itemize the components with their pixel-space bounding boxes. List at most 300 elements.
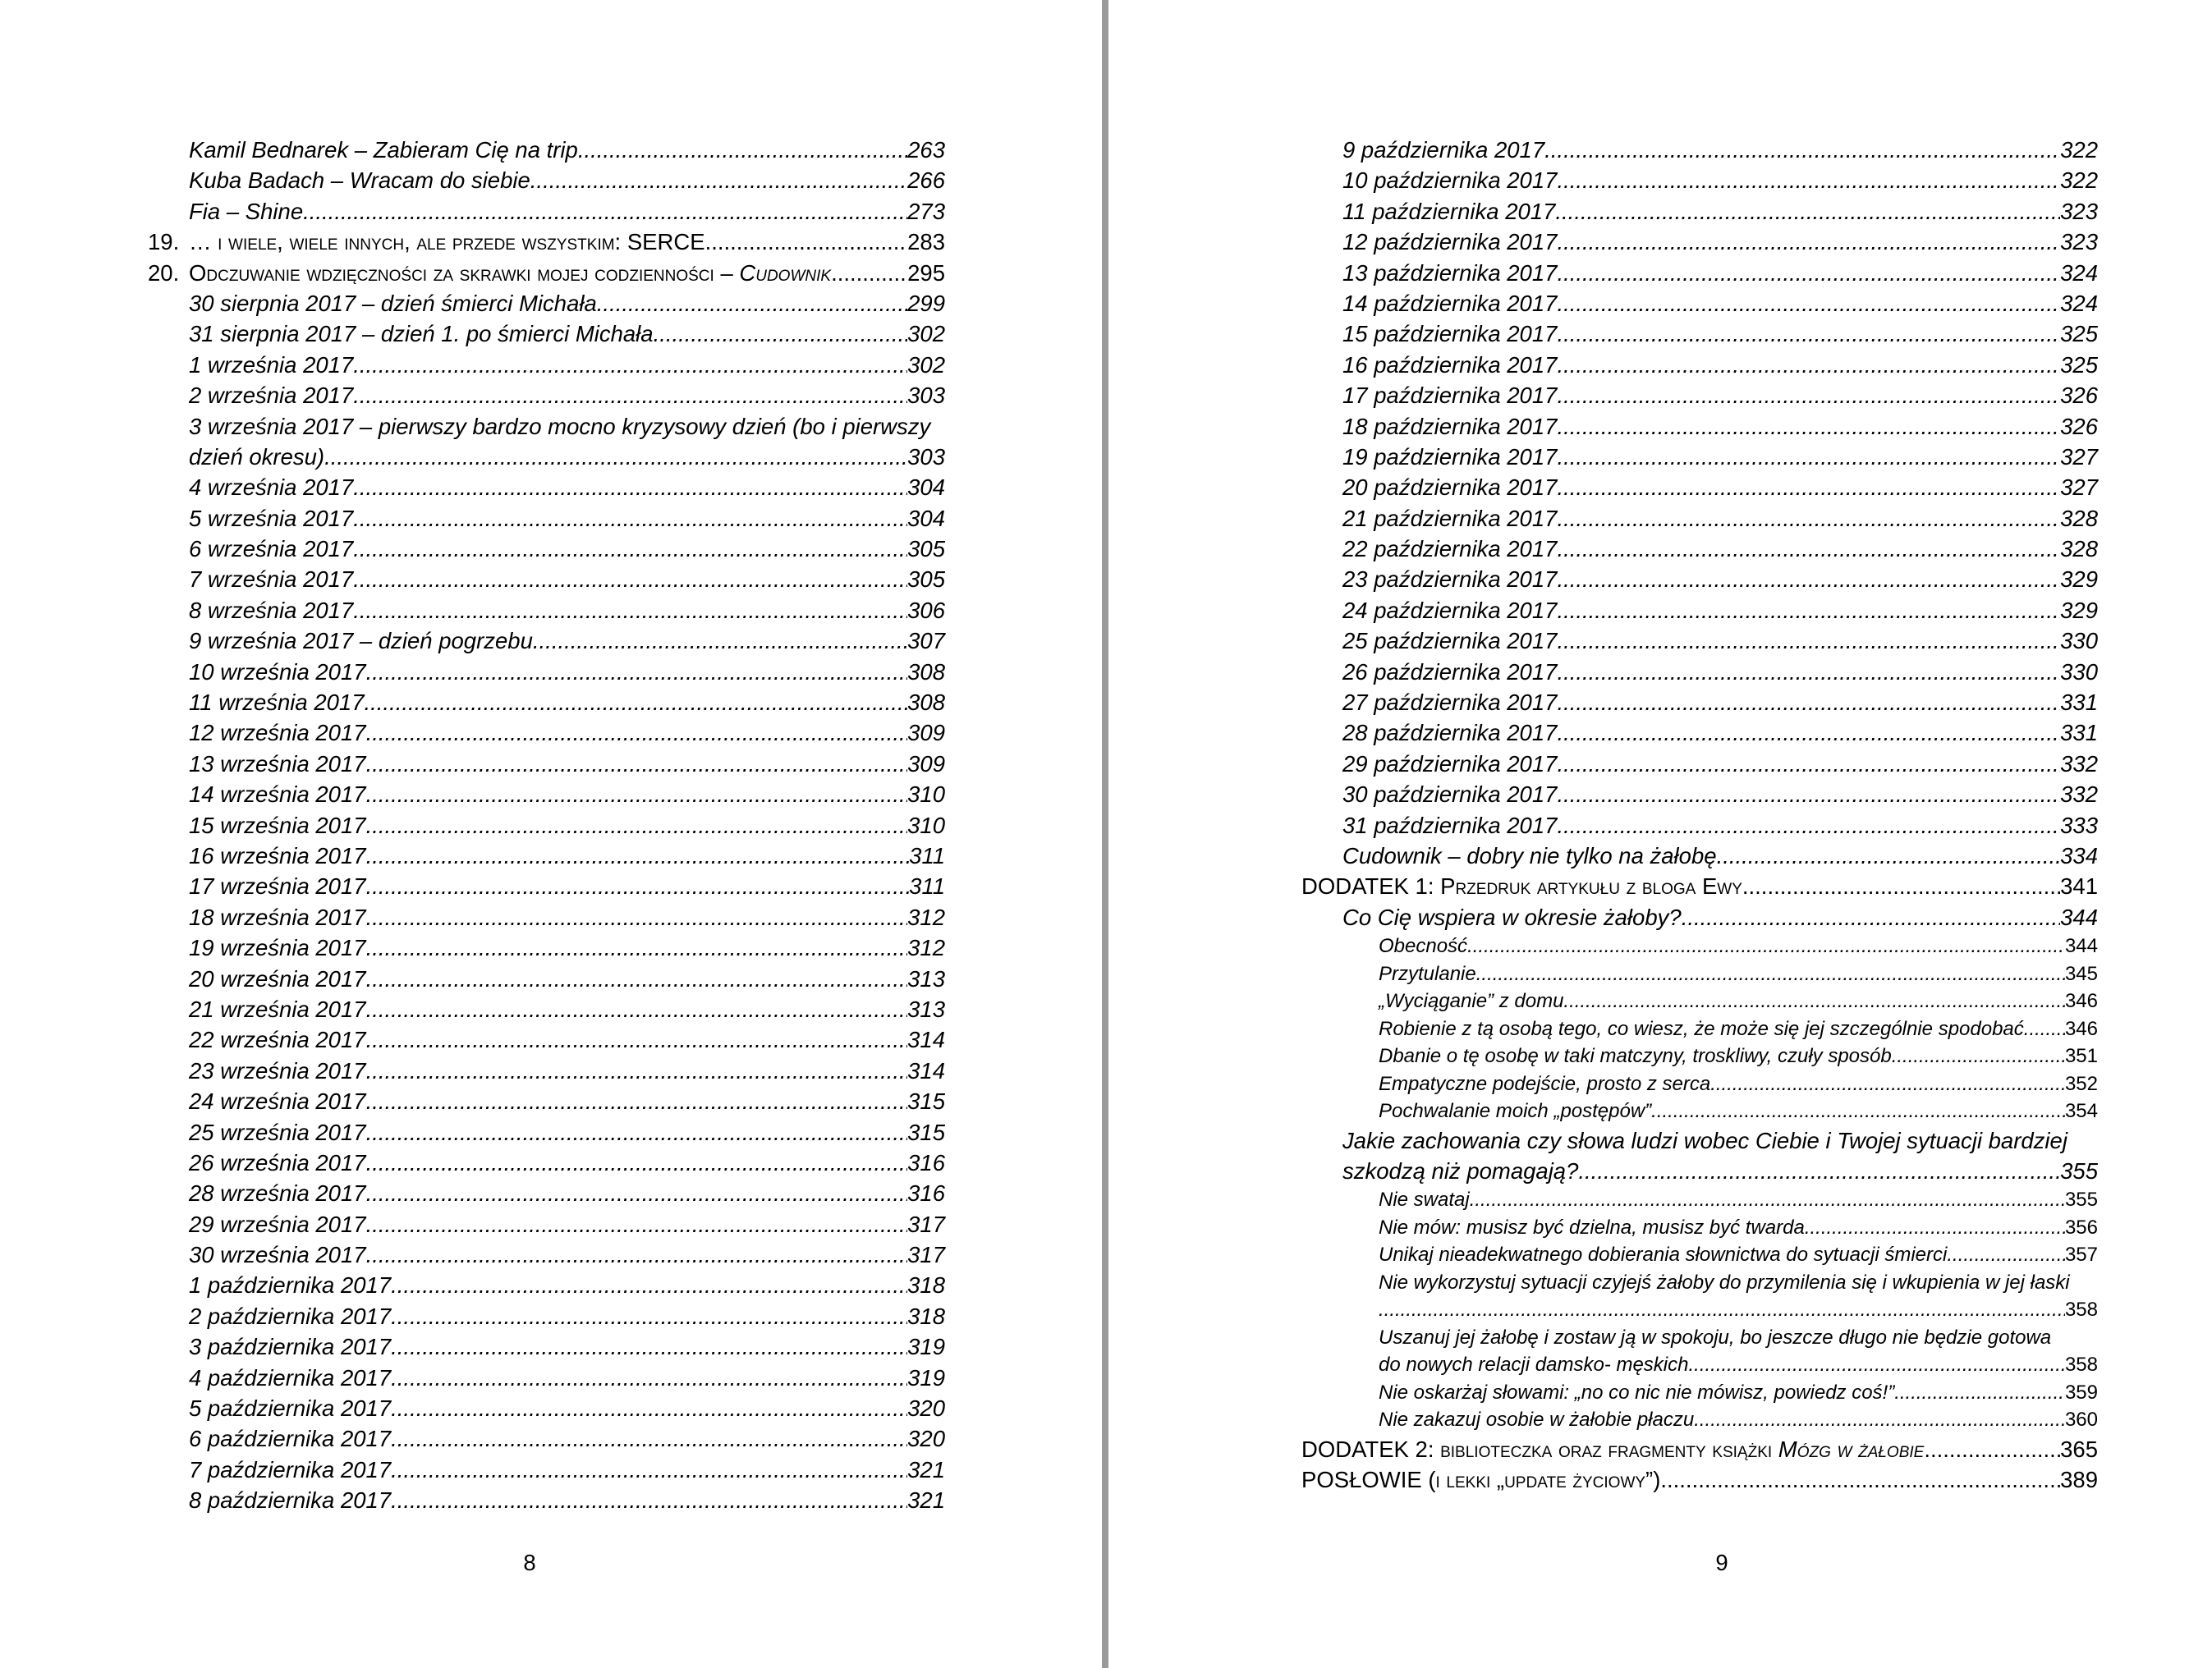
entry-text: 20 września 2017 xyxy=(189,965,366,992)
entry-text: 14 października 2017 xyxy=(1342,290,1558,316)
dot-leader xyxy=(391,1393,907,1423)
entry-text: 4 października 2017 xyxy=(189,1364,392,1391)
toc-entry[interactable] xyxy=(1301,227,2098,257)
toc-entry[interactable] xyxy=(1301,350,2098,380)
entry-text: 22 października 2017 xyxy=(1342,536,1558,562)
toc-entry[interactable] xyxy=(148,871,945,901)
entry-text: 9 października 2017 xyxy=(1342,137,1545,163)
toc-entry-title xyxy=(189,933,366,963)
entry-text: 4 września 2017 xyxy=(189,474,354,501)
entry-text: „Wyciąganie” z domu xyxy=(1379,990,1564,1013)
toc-entry[interactable] xyxy=(148,841,945,871)
toc-entry[interactable] xyxy=(148,1423,945,1454)
toc-entry-title xyxy=(189,1423,391,1454)
page-ref: 308 xyxy=(907,690,945,716)
dot-leader xyxy=(1557,626,2060,656)
toc-entry[interactable] xyxy=(1301,871,2098,901)
chapter-number: 19. xyxy=(148,229,180,255)
entry-text: … i wiele, wiele innych, ale przede wszystkim: SERCE xyxy=(189,229,705,255)
entry-text: Odczuwanie wdzięczności za skrawki mojej codzienności – xyxy=(189,259,740,286)
toc-entry-title xyxy=(189,1240,366,1270)
toc-entry[interactable] xyxy=(1301,1434,2098,1464)
entry-text: (i lekki „update życiowy”) xyxy=(1428,1467,1661,1493)
toc-entry[interactable] xyxy=(1301,411,2098,442)
toc-entry[interactable] xyxy=(148,1301,945,1331)
page-ref: 266 xyxy=(907,167,945,194)
toc-entry[interactable] xyxy=(148,687,945,717)
page-ref: 311 xyxy=(909,873,945,900)
dot-leader xyxy=(391,1363,907,1393)
toc-entry-title xyxy=(1379,1186,1470,1214)
toc-entry-title xyxy=(189,871,366,901)
dot-leader xyxy=(1476,960,2065,988)
chapter-number: 20. xyxy=(148,259,180,286)
toc-entry[interactable] xyxy=(1301,1406,2098,1434)
toc-entry-title xyxy=(189,472,353,502)
toc-entry-title xyxy=(189,564,353,594)
dot-leader xyxy=(353,503,907,534)
toc-entry-title xyxy=(1342,749,1557,779)
toc-entry[interactable] xyxy=(148,595,945,626)
page-ref: 317 xyxy=(907,1211,945,1237)
toc-entry-title xyxy=(1379,960,1476,988)
toc-entry[interactable] xyxy=(1301,1296,2098,1324)
entry-text: 17 października 2017 xyxy=(1342,383,1558,409)
toc-entry[interactable] xyxy=(148,749,945,779)
dot-leader xyxy=(1557,779,2060,809)
entry-text: 12 października 2017 xyxy=(1342,229,1558,255)
toc-entry-title xyxy=(1379,1406,1694,1434)
dot-leader xyxy=(353,350,907,380)
toc-entry[interactable] xyxy=(1301,933,2098,960)
toc-entry-title xyxy=(1342,258,1557,288)
toc-entry-title xyxy=(189,749,366,779)
page-ref: 302 xyxy=(907,351,945,378)
entry-text: 5 września 2017 xyxy=(189,505,354,531)
table-of-contents xyxy=(1301,135,2098,1496)
toc-entry[interactable] xyxy=(148,933,945,963)
toc-entry[interactable] xyxy=(148,318,945,349)
page-ref: 320 xyxy=(907,1426,945,1452)
entry-text: Kuba Badach – Wracam do siebie xyxy=(189,167,530,194)
page-number: 9 xyxy=(1715,1550,1728,1575)
toc-entry-title xyxy=(1379,1241,1947,1269)
page-ref: 310 xyxy=(907,812,945,838)
entry-text: 14 września 2017 xyxy=(189,781,366,808)
toc-entry-title xyxy=(189,1455,391,1485)
page-ref: 303 xyxy=(907,383,945,409)
page-ref: 344 xyxy=(2060,904,2098,930)
page-ref: 357 xyxy=(2064,1244,2098,1267)
toc-entry-title xyxy=(1342,165,1557,195)
toc-entry[interactable] xyxy=(1301,1156,2098,1186)
entry-text: Nie mów: musisz być dzielna, musisz być twarda xyxy=(1379,1216,1805,1239)
page-ref: 304 xyxy=(907,505,945,531)
toc-entry[interactable] xyxy=(1301,749,2098,779)
toc-entry[interactable] xyxy=(1301,1214,2098,1242)
entry-text: 29 września 2017 xyxy=(189,1211,366,1237)
toc-entry-title xyxy=(1379,933,1467,960)
dot-leader xyxy=(1651,1097,2065,1125)
entry-text: 30 października 2017 xyxy=(1342,781,1558,808)
toc-entry-title xyxy=(189,717,366,748)
entry-text: 6 października 2017 xyxy=(189,1426,392,1452)
dot-leader xyxy=(1682,902,2060,933)
toc-entry[interactable] xyxy=(148,1331,945,1362)
toc-entry[interactable] xyxy=(148,1455,945,1485)
toc-entry-title xyxy=(189,1331,391,1362)
toc-entry-title xyxy=(189,534,353,564)
toc-entry[interactable] xyxy=(1301,1042,2098,1070)
toc-entry[interactable] xyxy=(1301,318,2098,349)
toc-entry-title xyxy=(1342,902,1682,933)
toc-entry[interactable] xyxy=(1301,135,2098,165)
toc-entry[interactable] xyxy=(1301,534,2098,564)
toc-entry[interactable] xyxy=(148,380,945,410)
entry-text: 11 września 2017 xyxy=(189,690,365,716)
entry-text: do nowych relacji damsko- męskich xyxy=(1379,1354,1689,1377)
toc-entry-title xyxy=(1342,534,1557,564)
page-ref: 360 xyxy=(2064,1409,2098,1432)
entry-text: 24 października 2017 xyxy=(1342,597,1558,623)
dot-leader xyxy=(705,227,908,257)
toc-entry[interactable] xyxy=(148,1117,945,1148)
dot-leader xyxy=(391,1485,907,1515)
toc-entry[interactable] xyxy=(148,1209,945,1240)
toc-entry[interactable] xyxy=(148,626,945,656)
dot-leader xyxy=(1660,1464,2060,1495)
page-ref: 389 xyxy=(2060,1467,2098,1493)
page-ref: 316 xyxy=(907,1180,945,1207)
dot-leader xyxy=(1470,1186,2065,1214)
toc-entry-line[interactable]: Jakie zachowania czy słowa ludzi wobec Ciebie i Twojej sytuacji bardziej xyxy=(1342,1127,2067,1153)
dot-leader xyxy=(365,687,908,717)
page-ref: 324 xyxy=(2060,259,2098,286)
entry-text: Nie zakazuj osobie w żałobie płaczu xyxy=(1379,1409,1695,1432)
dot-leader xyxy=(366,1086,908,1116)
toc-entry-title xyxy=(1342,135,1544,165)
toc-entry-title xyxy=(189,810,366,841)
dot-leader xyxy=(1742,871,2060,901)
page-ref: 344 xyxy=(2064,935,2098,958)
toc-entry-title xyxy=(1342,626,1557,656)
entry-text: 27 października 2017 xyxy=(1342,690,1558,716)
toc-entry-title xyxy=(189,1086,366,1116)
dot-leader xyxy=(1694,1406,2065,1434)
toc-entry[interactable] xyxy=(1301,1097,2098,1125)
toc-entry-title xyxy=(1342,318,1557,349)
toc-entry[interactable] xyxy=(148,1024,945,1055)
toc-entry[interactable] xyxy=(1301,1015,2098,1043)
entry-text: 19 września 2017 xyxy=(189,935,366,961)
toc-entry[interactable] xyxy=(1301,841,2098,871)
entry-text: Fia – Shine xyxy=(189,198,304,224)
toc-entry[interactable] xyxy=(148,657,945,687)
toc-entry[interactable] xyxy=(1301,442,2098,472)
entry-text: 30 września 2017 xyxy=(189,1242,366,1268)
entry-text: Robienie z tą osobą tego, co wiesz, że może się jej szczególnie spodobać xyxy=(1379,1017,2024,1040)
toc-entry-line[interactable]: Nie wykorzystuj sytuacji czyjejś żałoby do przymilenia się i wkupienia w jej łaski xyxy=(1379,1271,2070,1294)
toc-entry[interactable] xyxy=(1301,988,2098,1015)
toc-entry[interactable] xyxy=(1301,1464,2098,1495)
page-ref: 313 xyxy=(907,996,945,1022)
page-ref: 326 xyxy=(2060,413,2098,439)
dot-leader xyxy=(533,626,907,656)
dot-leader xyxy=(366,871,910,901)
dot-leader xyxy=(1557,442,2060,472)
toc-entry[interactable] xyxy=(148,1270,945,1300)
toc-entry[interactable] xyxy=(148,994,945,1024)
toc-entry[interactable] xyxy=(148,288,945,318)
entry-text: 10 października 2017 xyxy=(1342,167,1558,194)
dot-leader xyxy=(324,442,907,472)
section-head: DODATEK 2: xyxy=(1301,1436,1441,1462)
entry-text: 12 września 2017 xyxy=(189,720,366,746)
entry-text: 18 października 2017 xyxy=(1342,413,1558,439)
dot-leader xyxy=(1557,288,2060,318)
page-ref: 305 xyxy=(907,566,945,593)
toc-entry[interactable] xyxy=(148,779,945,809)
dot-leader xyxy=(353,380,907,410)
page-ref: 346 xyxy=(2064,990,2098,1013)
toc-entry-title xyxy=(1379,1097,1651,1125)
toc-entry-title xyxy=(189,288,597,318)
dot-leader xyxy=(1557,749,2060,779)
toc-entry-title xyxy=(1342,810,1557,841)
entry-text: Cudownik – dobry nie tylko na żałobę xyxy=(1342,842,1717,868)
entry-text: Empatyczne podejście, prosto z serca xyxy=(1379,1072,1711,1095)
toc-entry[interactable] xyxy=(148,1148,945,1178)
toc-entry-title xyxy=(1301,1464,1660,1495)
dot-leader xyxy=(1557,534,2060,564)
page-ref: 321 xyxy=(907,1456,945,1482)
entry-text: 20 października 2017 xyxy=(1342,474,1558,501)
dot-leader xyxy=(366,749,908,779)
dot-leader xyxy=(1557,258,2060,288)
entry-text: 13 września 2017 xyxy=(189,750,366,777)
toc-entry[interactable] xyxy=(1301,779,2098,809)
dot-leader xyxy=(831,258,907,288)
toc-entry[interactable] xyxy=(148,227,945,257)
entry-text: 10 września 2017 xyxy=(189,658,366,685)
toc-entry-title xyxy=(189,1270,391,1300)
toc-entry[interactable] xyxy=(148,472,945,502)
page-ref: 283 xyxy=(907,229,945,255)
dot-leader xyxy=(391,1301,907,1331)
toc-entry[interactable] xyxy=(148,1363,945,1393)
toc-entry-title xyxy=(1342,595,1557,626)
dot-leader xyxy=(1557,380,2060,410)
entry-text: 29 października 2017 xyxy=(1342,750,1558,777)
page-ref: 304 xyxy=(907,474,945,501)
toc-entry[interactable] xyxy=(148,1086,945,1116)
toc-entry-title xyxy=(189,1178,366,1208)
dot-leader xyxy=(366,1178,908,1208)
toc-entry[interactable] xyxy=(1301,717,2098,748)
dot-leader xyxy=(1557,165,2060,195)
toc-entry[interactable] xyxy=(1301,902,2098,933)
toc-entry[interactable] xyxy=(148,902,945,933)
dot-leader xyxy=(366,964,908,994)
toc-entry-title xyxy=(1342,411,1557,442)
toc-entry[interactable] xyxy=(1301,1070,2098,1098)
page-ref: 295 xyxy=(907,259,945,286)
page-ref: 328 xyxy=(2060,536,2098,562)
page-ref: 312 xyxy=(907,904,945,930)
toc-entry[interactable] xyxy=(148,135,945,165)
dot-leader xyxy=(1557,227,2060,257)
toc-entry[interactable] xyxy=(1301,472,2098,502)
entry-text: Pochwalanie moich „postępów” xyxy=(1379,1100,1652,1123)
toc-entry-title xyxy=(189,687,365,717)
entry-emphasis: Mózg w żałobie xyxy=(1778,1436,1925,1462)
dot-leader xyxy=(1710,1070,2065,1098)
toc-entry-title xyxy=(189,1393,391,1423)
page-ref: 356 xyxy=(2064,1216,2098,1239)
dot-leader xyxy=(1557,717,2060,748)
entry-text: 1 października 2017 xyxy=(189,1272,392,1299)
dot-leader xyxy=(353,472,907,502)
toc-entry[interactable] xyxy=(1301,196,2098,227)
entry-emphasis: Cudownik xyxy=(739,259,832,286)
page-ref: 314 xyxy=(907,1027,945,1053)
toc-entry[interactable] xyxy=(148,258,945,288)
dot-leader xyxy=(366,841,910,871)
toc-entry[interactable] xyxy=(148,1485,945,1515)
toc-entry[interactable] xyxy=(1301,258,2098,288)
dot-leader xyxy=(654,318,908,349)
toc-entry-title xyxy=(1379,1015,2024,1043)
dot-leader xyxy=(353,564,907,594)
dot-leader xyxy=(391,1331,907,1362)
entry-text: 9 września 2017 – dzień pogrzebu xyxy=(189,628,533,654)
entry-text: 21 września 2017 xyxy=(189,996,366,1022)
dot-leader xyxy=(366,1024,908,1055)
toc-entry[interactable] xyxy=(1301,1186,2098,1214)
toc-entry[interactable] xyxy=(1301,1351,2098,1379)
left-page xyxy=(0,0,1102,1668)
entry-text: 16 września 2017 xyxy=(189,842,366,868)
toc-entry[interactable] xyxy=(1301,564,2098,594)
toc-entry[interactable] xyxy=(148,810,945,841)
dot-leader xyxy=(1578,1156,2060,1186)
toc-entry-title xyxy=(189,258,831,288)
page-ref: 299 xyxy=(907,290,945,316)
entry-text: 8 września 2017 xyxy=(189,597,354,623)
toc-entry[interactable] xyxy=(148,964,945,994)
toc-entry-title xyxy=(189,227,705,257)
toc-entry[interactable] xyxy=(1301,626,2098,656)
toc-entry-title xyxy=(1342,717,1557,748)
dot-leader xyxy=(366,1056,908,1086)
toc-entry[interactable] xyxy=(148,442,945,472)
entry-text: 8 października 2017 xyxy=(189,1487,392,1514)
toc-entry-title xyxy=(1342,442,1557,472)
dot-leader xyxy=(1924,1434,2060,1464)
toc-entry[interactable] xyxy=(1301,687,2098,717)
toc-entry-title xyxy=(1379,1379,1894,1407)
dot-leader xyxy=(366,779,908,809)
toc-entry[interactable] xyxy=(1301,657,2098,687)
toc-entry[interactable] xyxy=(148,1056,945,1086)
toc-entry[interactable] xyxy=(1301,380,2098,410)
entry-text: 7 września 2017 xyxy=(189,566,354,593)
toc-entry[interactable] xyxy=(148,1240,945,1270)
dot-leader xyxy=(1555,196,2060,227)
toc-entry[interactable] xyxy=(1301,288,2098,318)
page-ref: 315 xyxy=(907,1119,945,1145)
dot-leader xyxy=(353,595,907,626)
toc-entry[interactable] xyxy=(1301,1241,2098,1269)
toc-entry[interactable] xyxy=(1301,1379,2098,1407)
dot-leader xyxy=(597,288,907,318)
page-ref: 305 xyxy=(907,536,945,562)
toc-entry-line[interactable]: 3 września 2017 – pierwszy bardzo mocno kryzysowy dzień (bo i pierwszy xyxy=(189,413,931,439)
page-ref: 306 xyxy=(907,597,945,623)
toc-entry[interactable] xyxy=(148,564,945,594)
toc-entry-title xyxy=(189,1056,366,1086)
page-ref: 330 xyxy=(2060,628,2098,654)
dot-leader xyxy=(1557,350,2060,380)
toc-entry-title xyxy=(189,626,533,656)
page-ref: 322 xyxy=(2060,137,2098,163)
dot-leader xyxy=(1557,595,2060,626)
page-ref: 323 xyxy=(2060,229,2098,255)
dot-leader xyxy=(1557,564,2060,594)
entry-text: 23 października 2017 xyxy=(1342,566,1558,593)
toc-entry[interactable] xyxy=(148,503,945,534)
toc-entry[interactable] xyxy=(148,534,945,564)
toc-entry[interactable] xyxy=(1301,503,2098,534)
entry-text: 6 września 2017 xyxy=(189,536,354,562)
page-ref: 358 xyxy=(2064,1354,2098,1377)
toc-entry[interactable] xyxy=(148,196,945,227)
toc-entry[interactable] xyxy=(148,165,945,195)
entry-text: 2 września 2017 xyxy=(189,383,354,409)
toc-entry-title xyxy=(1342,196,1555,227)
dot-leader xyxy=(1947,1241,2065,1269)
dot-leader xyxy=(1379,1296,2065,1324)
toc-entry[interactable] xyxy=(1301,595,2098,626)
dot-leader xyxy=(366,1117,908,1148)
toc-entry-title xyxy=(1379,1214,1805,1242)
toc-entry-title xyxy=(189,779,366,809)
toc-entry-title xyxy=(1342,288,1557,318)
toc-entry[interactable] xyxy=(148,717,945,748)
page-ref: 352 xyxy=(2064,1072,2098,1095)
page-ref: 321 xyxy=(907,1487,945,1514)
toc-entry[interactable] xyxy=(148,350,945,380)
toc-entry[interactable] xyxy=(1301,810,2098,841)
entry-text: 30 sierpnia 2017 – dzień śmierci Michała xyxy=(189,290,597,316)
dot-leader xyxy=(391,1423,907,1454)
toc-entry[interactable] xyxy=(148,1178,945,1208)
toc-entry[interactable] xyxy=(1301,165,2098,195)
entry-text: 7 października 2017 xyxy=(189,1456,392,1482)
dot-leader xyxy=(366,1148,908,1178)
page-ref: 359 xyxy=(2064,1381,2098,1404)
toc-entry-title xyxy=(189,841,366,871)
toc-entry[interactable] xyxy=(148,1393,945,1423)
page-ref: 320 xyxy=(907,1395,945,1422)
entry-text: 31 października 2017 xyxy=(1342,812,1558,838)
toc-entry-line[interactable]: Uszanuj jej żałobę i zostaw ją w spokoju, bo jeszcze długo nie będzie gotowa xyxy=(1379,1326,2052,1349)
toc-entry-title xyxy=(1342,657,1557,687)
dot-leader xyxy=(1557,318,2060,349)
page-ref: 311 xyxy=(909,842,945,868)
entry-text: 15 października 2017 xyxy=(1342,321,1558,347)
toc-entry[interactable] xyxy=(1301,960,2098,988)
